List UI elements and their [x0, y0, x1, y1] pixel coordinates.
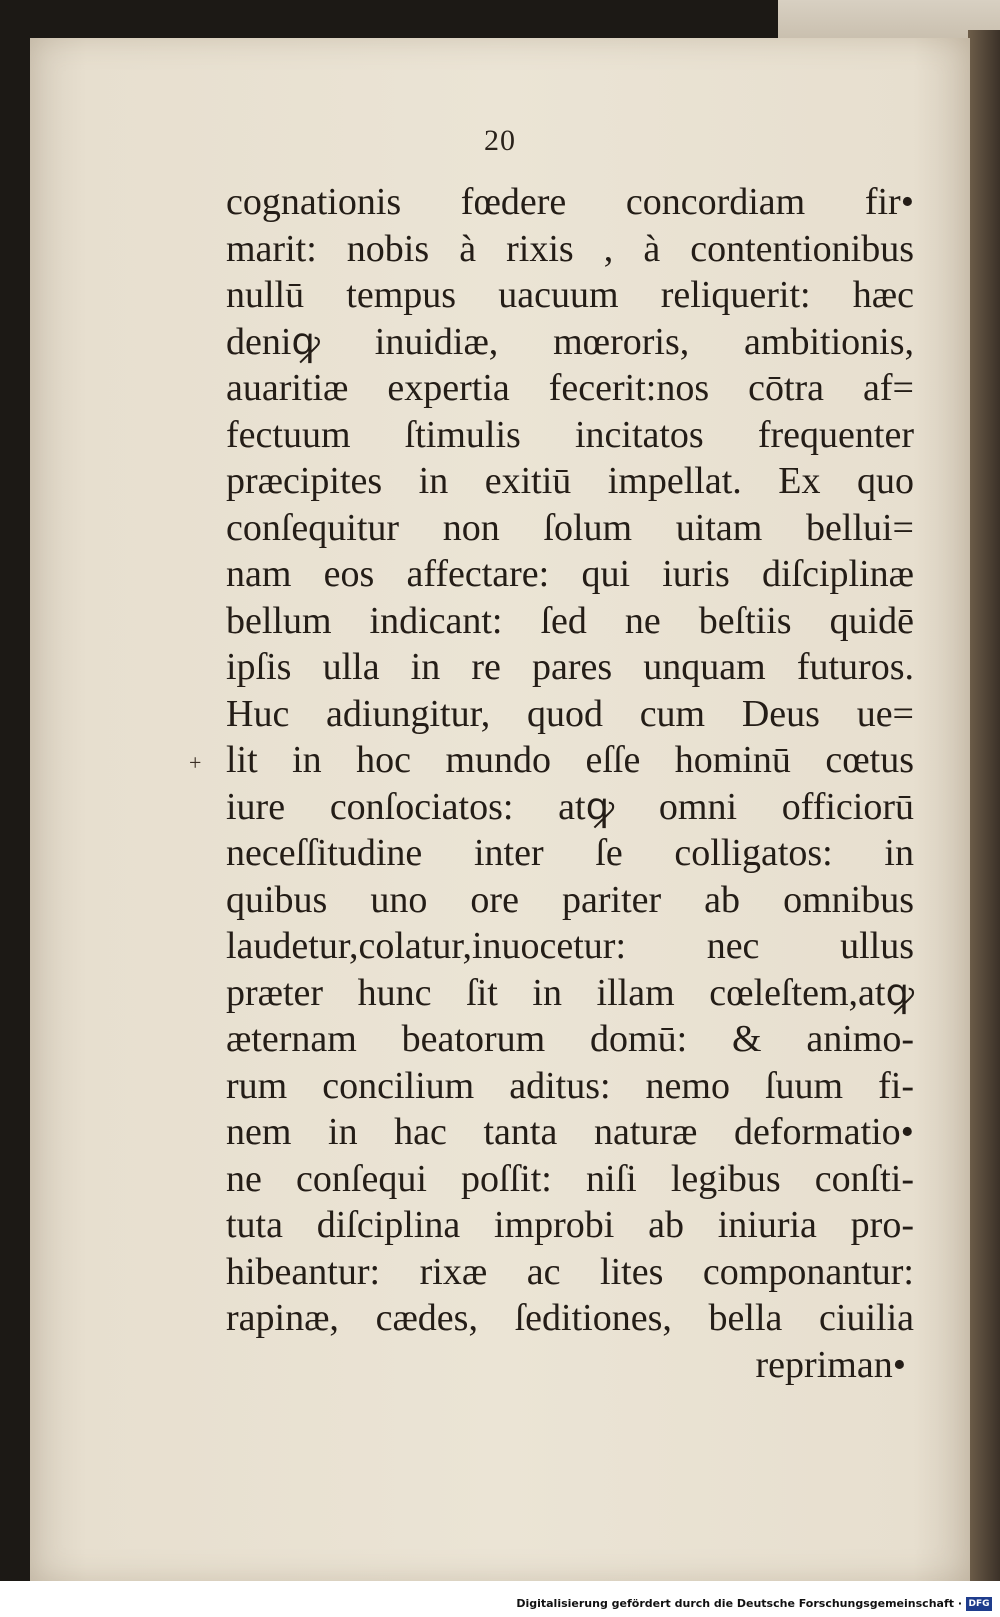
text-line: deniꝙ inuidiæ, mœroris, ambitionis,: [226, 320, 914, 363]
page-number: 20: [484, 124, 516, 157]
text-line: quibus uno ore pariter ab omnibus: [226, 878, 914, 921]
text-line: nam eos affectare: qui iuris diſciplinæ: [226, 553, 914, 595]
text-line: æternam beatorum domū: & animo-: [226, 1018, 914, 1060]
catchword: repriman•: [755, 1343, 906, 1386]
text-line: auaritiæ expertia fecerit:nos cōtra af=: [226, 367, 914, 409]
text-line: cognationis fœdere concordiam fir•: [226, 181, 914, 223]
text-line: præter hunc ſit in illam cœleſtem,atꝙ: [226, 971, 914, 1014]
text-line: fectuum ſtimulis incitatos frequenter: [226, 413, 914, 456]
text-line: hibeantur: rixæ ac lites componantur:: [226, 1250, 914, 1293]
marginal-mark: +: [189, 750, 202, 775]
text-line: conſequitur non ſolum uitam bellui=: [226, 506, 914, 549]
text-line: neceſſitudine inter ſe colligatos: in: [226, 832, 914, 874]
text-line: rapinæ, cædes, ſeditiones, bella ciuilia: [226, 1297, 914, 1339]
book-edge: [968, 30, 1000, 1590]
text-line: tuta diſciplina improbi ab iniuria pro-: [226, 1204, 914, 1246]
digitization-footer: [0, 1581, 1000, 1617]
text-line: marit: nobis à rixis , à contentionibus: [226, 227, 914, 270]
text-block: [226, 179, 914, 1388]
text-line: lit in hoc mundo eſſe hominū cœtus: [226, 739, 914, 781]
text-line: nullū tempus uacuum reliquerit: hæc: [226, 274, 914, 316]
dfg-logo: DFG: [966, 1597, 992, 1611]
text-line: præcipites in exitiū impellat. Ex quo: [226, 460, 914, 502]
text-line: Huc adiungitur, quod cum Deus ue=: [226, 692, 914, 735]
text-line: ipſis ulla in re pares unquam futuros.: [226, 646, 914, 688]
adjacent-page-edge: [778, 0, 1000, 40]
book-page: [30, 38, 970, 1581]
text-line: iure conſociatos: atꝙ omni officiorū: [226, 785, 914, 828]
text-line: bellum indicant: ſed ne beſtiis quidē: [226, 599, 914, 642]
text-line: rum concilium aditus: nemo ſuum fi-: [226, 1064, 914, 1107]
text-line: ne conſequi poſſit: niſi legibus conſti-: [226, 1157, 914, 1200]
text-line: nem in hac tanta naturæ deformatio•: [226, 1111, 914, 1153]
funding-credit: Digitalisierung gefördert durch die Deutsche Forschungsgemeinschaft ·: [516, 1597, 962, 1610]
text-line: laudetur,colatur,inuocetur: nec ullus: [226, 925, 914, 967]
